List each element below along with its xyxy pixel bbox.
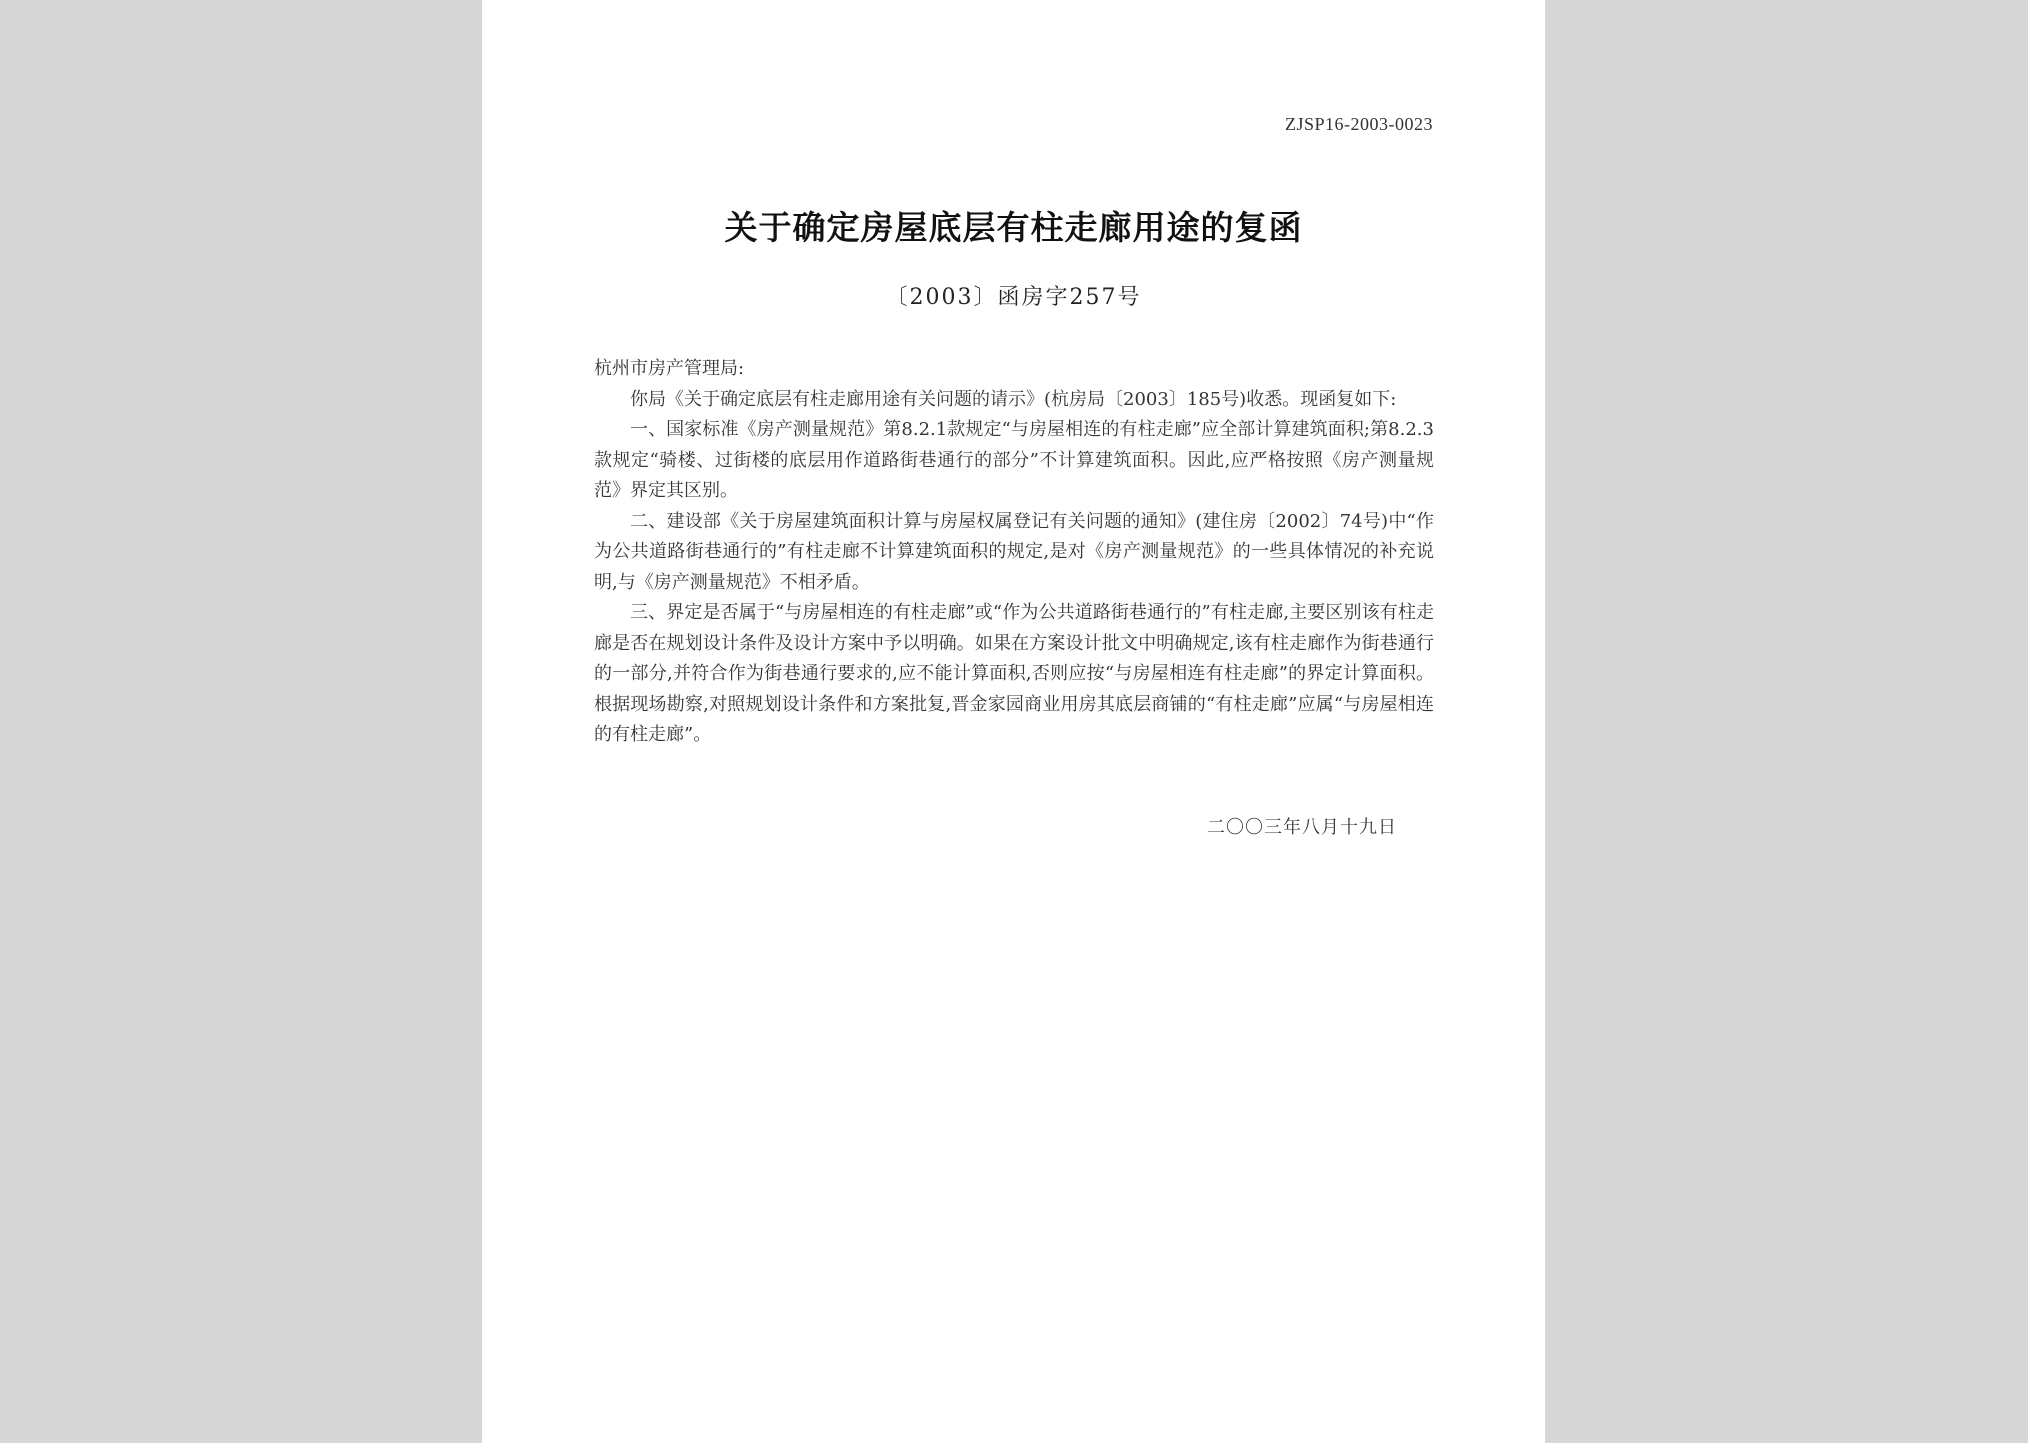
paragraph-1: 一、国家标准《房产测量规范》第8.2.1款规定“与房屋相连的有柱走廊”应全部计算建筑面积;第8.2.3款规定“骑楼、过街楼的底层用作道路街巷通行的部分”不计算建筑面积。因此,应严格按照《房产测量规范》界定其区别。: [594, 419, 1434, 501]
paragraph-intro: 你局《关于确定底层有柱走廊用途有关问题的请示》(杭房局〔2003〕185号)收悉。现函复如下:: [630, 388, 1397, 410]
paragraph-2: 二、建设部《关于房屋建筑面积计算与房屋权属登记有关问题的通知》(建住房〔2002〕74号)中“作为公共道路街巷通行的”有柱走廊不计算建筑面积的规定,是对《房产测量规范》的一些具体情况的补充说明,与《房产测量规范》不相矛盾。: [594, 510, 1434, 593]
document-code: ZJSP16-2003-0023: [1284, 114, 1433, 134]
document-page: [482, 0, 1545, 1443]
paragraph-3: 三、界定是否属于“与房屋相连的有柱走廊”或“作为公共道路街巷通行的”有柱走廊,主要区别该有柱走廊是否在规划设计条件及设计方案中予以明确。如果在方案设计批文中明确规定,该有柱走廊作为街巷通行的一部分,并符合作为街巷通行要求的,应不能计算面积,否则应按“与房屋相连有柱走廊”的界定计算面积。根据现场勘察,对照规划设计条件和方案批复,晋金家园商业用房其底层商铺的“有柱走廊”应属“与房屋相连的有柱走廊”。: [594, 602, 1434, 745]
document-body: [594, 354, 1434, 751]
document-number: 〔2003〕函房字257号: [885, 285, 1142, 310]
document-title: 关于确定房屋底层有柱走廊用途的复函: [724, 208, 1303, 247]
salutation: 杭州市房产管理局:: [594, 358, 745, 379]
document-date: 二〇〇三年八月十九日: [1207, 817, 1397, 838]
